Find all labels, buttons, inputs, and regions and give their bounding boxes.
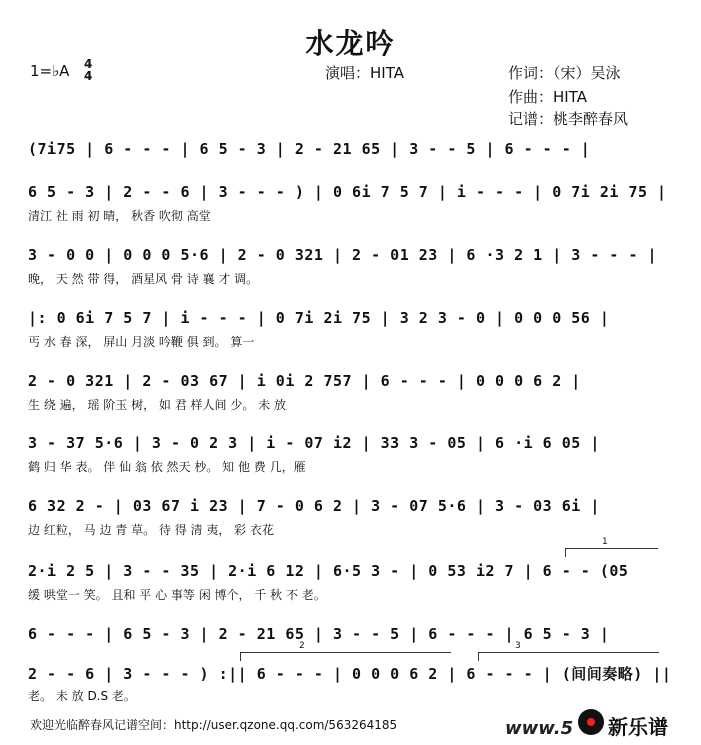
volta-3 bbox=[478, 641, 659, 661]
notation-row: 2 - 0 321 | 2 - 03 67 | i 0i 2 757 | 6 - - - | 0 0 0 6 2 | bbox=[28, 372, 581, 390]
notation-row: |: 0 6i 7 5 7 | i - - - | 0 7i 2i 75 | 3 2 3 - 0 | 0 0 0 56 | bbox=[28, 309, 610, 327]
notation-row: 2·i 2 5 | 3 - - 35 | 2·i 6 12 | 6·5 3 - | 0 53 i2 7 | 6 - - (05 bbox=[28, 562, 629, 580]
transcriber: 记谱：桃李醉春风 bbox=[508, 110, 629, 128]
lyric-row: 丐 水 春 深， 屏山 月淡 吟鞭 俱 到。 算一 bbox=[28, 335, 255, 349]
lyric-row: 老。 未 放 D.S 老。 bbox=[28, 689, 136, 703]
time-signature bbox=[84, 58, 92, 82]
notation-row: 3 - 37 5·6 | 3 - 0 2 3 | i - 07 i2 | 33 3 - 05 | 6 ·i 6 05 | bbox=[28, 434, 600, 452]
lyric-row: 晚， 天 然 带 得， 酒星风 骨 诗 襄 才 调。 bbox=[28, 272, 259, 286]
notation-row: 2 - - 6 | 3 - - - ) :|| 6 - - - | 0 0 0 6 2 | 6 - - - | (间间奏略) || bbox=[28, 665, 672, 683]
song-title: 水龙吟 bbox=[305, 27, 396, 60]
logo-text: 新乐谱 bbox=[608, 715, 668, 739]
lyric-row: 缓 哄堂一 笑。 且和 平 心 事等 闲 博个， 千 秋 不 老。 bbox=[28, 588, 326, 602]
lyricist: 作词：（宋）吴泳 bbox=[508, 64, 621, 82]
notation-row: 3 - 0 0 | 0 0 0 5·6 | 2 - 0 321 | 2 - 01 23 | 6 ·3 2 1 | 3 - - - | bbox=[28, 246, 658, 264]
key-signature: 1=♭A bbox=[30, 62, 70, 80]
volta-1 bbox=[565, 537, 658, 557]
lyric-row: 边 红粒， 马 边 青 草。 待 得 清 夷， 彩 衣花 bbox=[28, 523, 274, 537]
time-sig-bottom: 4 bbox=[84, 69, 93, 83]
notation-row: 6 5 - 3 | 2 - - 6 | 3 - - - ) | 0 6i 7 5 7 | i - - - | 0 7i 2i 75 | bbox=[28, 183, 667, 201]
time-sig-top: 4 bbox=[84, 57, 93, 71]
notation-row: 6 32 2 - | 03 67 i 23 | 7 - 0 6 2 | 3 - 07 5·6 | 3 - 03 6i | bbox=[28, 497, 600, 515]
volta-2 bbox=[240, 641, 451, 661]
notation-row: 6 - - - | 6 5 - 3 | 2 - 21 65 | 3 - - 5 | 6 - - - | 6 5 - 3 | bbox=[28, 625, 610, 643]
watermark-text: www.5 bbox=[505, 718, 574, 739]
performer: 演唱：HITA bbox=[325, 64, 404, 82]
volta-2-label: 2 bbox=[299, 641, 305, 651]
record-disc-icon bbox=[578, 709, 604, 735]
composer: 作曲：HITA bbox=[508, 88, 587, 106]
volta-3-label: 3 bbox=[515, 641, 521, 651]
lyric-row: 鹤 归 华 表。 伴 仙 翁 依 然天 杪。 知 他 费 几，雁 bbox=[28, 460, 306, 474]
lyric-row: 清江 社 雨 初 晴， 秋香 吹彻 高堂 bbox=[28, 209, 211, 223]
volta-1-label: 1 bbox=[602, 537, 608, 547]
footer-text: 欢迎光临醉春风记谱空间：http://user.qzone.qq.com/563264185 bbox=[30, 718, 398, 732]
site-logo bbox=[578, 706, 696, 740]
lyric-row: 生 绕 遍， 瑶 阶玉 树， 如 君 样人间 少。 未 放 bbox=[28, 398, 286, 412]
notation-row: (7i75 | 6 - - - | 6 5 - 3 | 2 - 21 65 | 3 - - 5 | 6 - - - | bbox=[28, 140, 591, 158]
